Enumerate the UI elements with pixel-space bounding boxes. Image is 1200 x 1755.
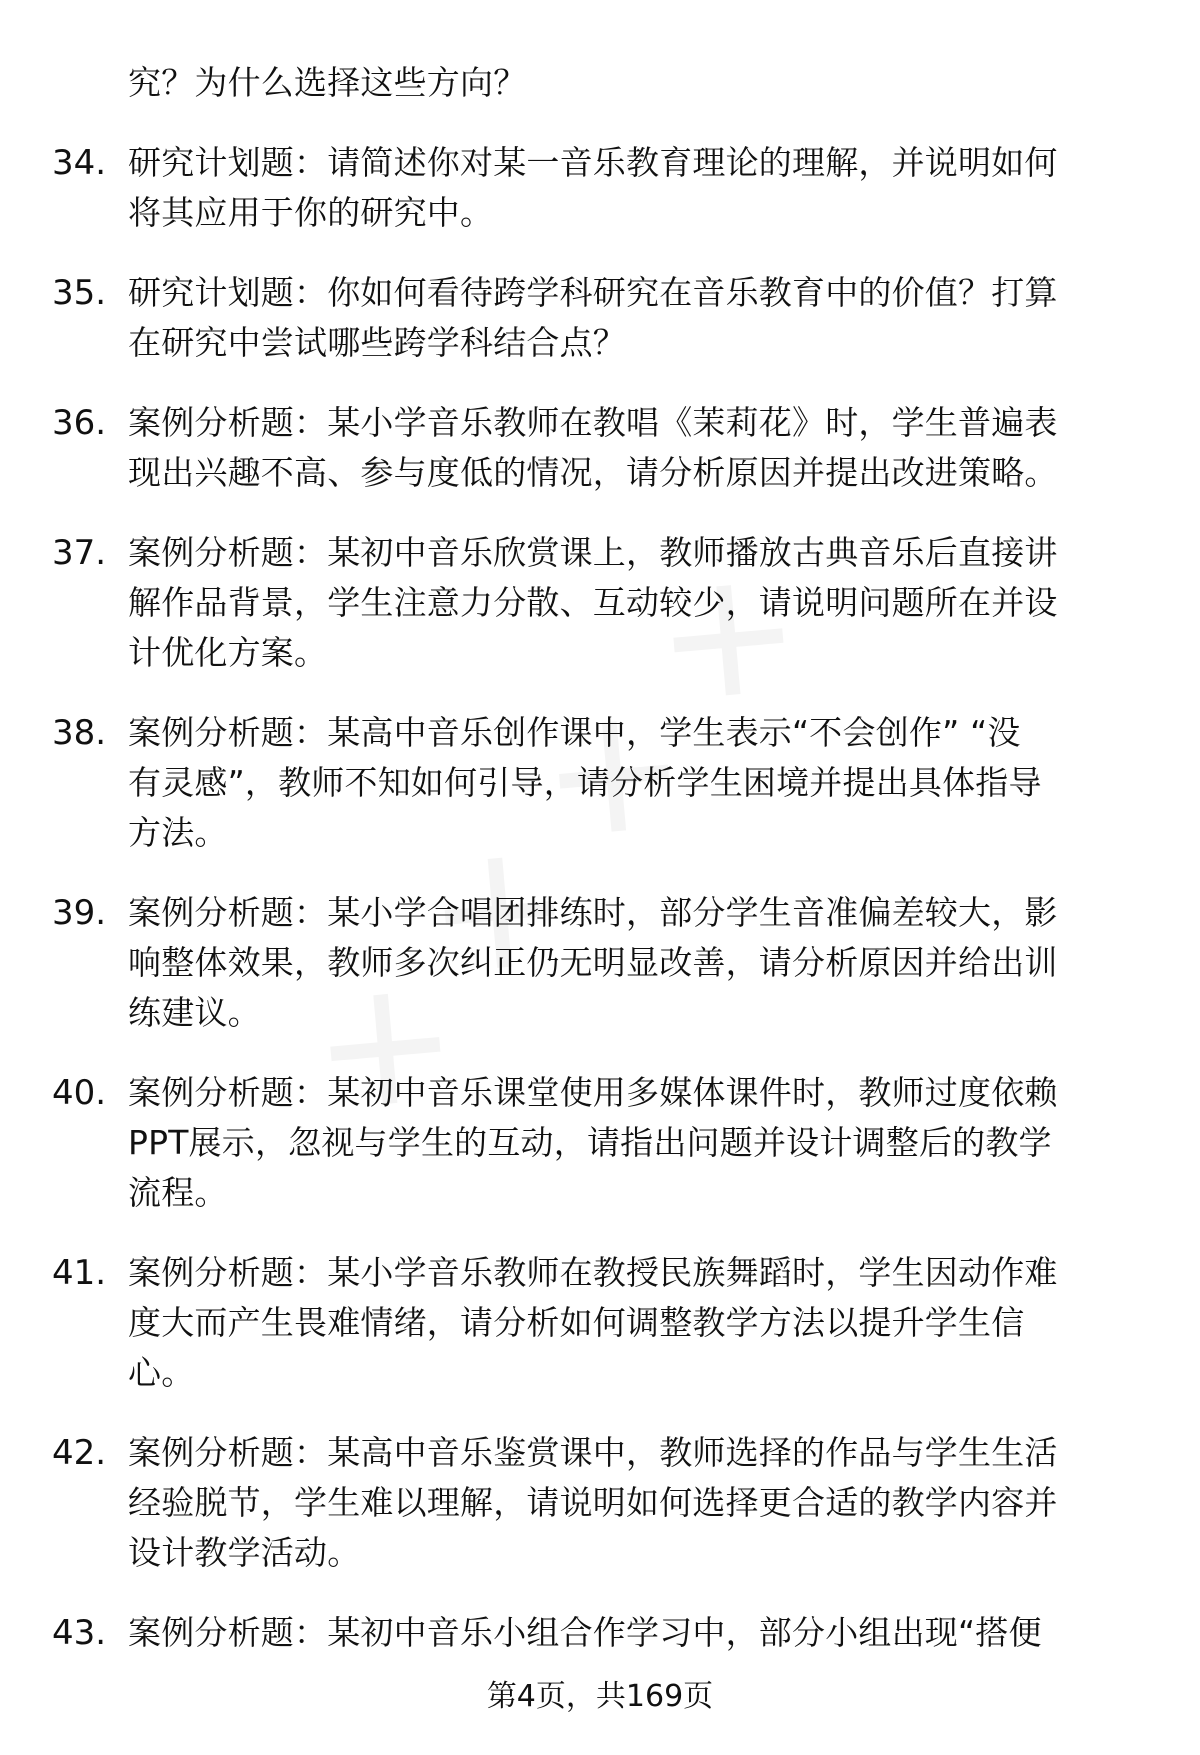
page-number: 第4页，共169页 <box>486 1679 714 1714</box>
question-text-line: 经验脱节，学生难以理解，请说明如何选择更合适的教学内容并 <box>128 1483 1058 1522</box>
question-number: 41. <box>52 1253 107 1293</box>
question-number: 43. <box>52 1613 107 1653</box>
question-text-line: 计优化方案。 <box>128 633 328 672</box>
question-text-line: 现出兴趣不高、参与度低的情况，请分析原因并提出改进策略。 <box>128 453 1058 492</box>
question-text-line: PPT展示，忽视与学生的互动，请指出问题并设计调整后的教学 <box>128 1123 1052 1162</box>
question-number: 34. <box>52 143 107 183</box>
question-text-line: 在研究中尝试哪些跨学科结合点？ <box>128 323 626 362</box>
question-number: 42. <box>52 1433 107 1473</box>
question-number: 40. <box>52 1073 107 1113</box>
question-item <box>0 398 1200 498</box>
question-text-line: 案例分析题：某小学合唱团排练时，部分学生音准偏差较大，影 <box>128 893 1058 932</box>
question-text-line: 案例分析题：某小学音乐教师在教唱《茉莉花》时，学生普遍表 <box>128 403 1058 442</box>
question-text-line: 研究计划题：请简述你对某一音乐教育理论的理解，并说明如何 <box>128 143 1058 182</box>
question-item <box>0 708 1200 858</box>
question-text-line: 方法。 <box>128 813 228 852</box>
question-item <box>0 888 1200 1038</box>
question-item <box>0 1248 1200 1398</box>
question-text-line: 案例分析题：某初中音乐小组合作学习中，部分小组出现“搭便 <box>128 1613 1042 1652</box>
question-text-line: 案例分析题：某高中音乐创作课中，学生表示“不会创作” “没 <box>128 713 1021 752</box>
question-list <box>0 58 1200 1658</box>
question-number: 36. <box>52 403 107 443</box>
question-text-line: 将其应用于你的研究中。 <box>128 193 494 232</box>
question-text-line: 度大而产生畏难情绪，请分析如何调整教学方法以提升学生信 <box>128 1303 1025 1342</box>
question-number: 37. <box>52 533 107 573</box>
question-number: 35. <box>52 273 107 313</box>
question-item <box>0 1428 1200 1578</box>
question-text-line: 流程。 <box>128 1173 228 1212</box>
question-text-line: 心。 <box>128 1353 195 1392</box>
question-text-line: 案例分析题：某小学音乐教师在教授民族舞蹈时，学生因动作难 <box>128 1253 1058 1292</box>
question-text-line: 练建议。 <box>128 993 261 1032</box>
question-text-line: 响整体效果，教师多次纠正仍无明显改善，请分析原因并给出训 <box>128 943 1058 982</box>
question-number: 39. <box>52 893 107 933</box>
question-number: 38. <box>52 713 107 753</box>
question-text-line: 案例分析题：某初中音乐欣赏课上，教师播放古典音乐后直接讲 <box>128 533 1058 572</box>
question-item <box>0 1068 1200 1218</box>
text-line: 究？为什么选择这些方向？ <box>128 63 527 102</box>
question-text-line: 解作品背景，学生注意力分散、互动较少，请说明问题所在并设 <box>128 583 1058 622</box>
question-item <box>0 528 1200 678</box>
question-item <box>0 268 1200 368</box>
question-text-line: 研究计划题：你如何看待跨学科研究在音乐教育中的价值？打算 <box>128 273 1058 312</box>
question-text-line: 设计教学活动。 <box>128 1533 361 1572</box>
continuation-text <box>0 58 1200 108</box>
question-text-line: 案例分析题：某初中音乐课堂使用多媒体课件时，教师过度依赖 <box>128 1073 1058 1112</box>
question-text-line: 案例分析题：某高中音乐鉴赏课中，教师选择的作品与学生生活 <box>128 1433 1058 1472</box>
question-item <box>0 1608 1200 1658</box>
question-item <box>0 138 1200 238</box>
question-text-line: 有灵感”，教师不知如何引导，请分析学生困境并提出具体指导 <box>128 763 1042 802</box>
